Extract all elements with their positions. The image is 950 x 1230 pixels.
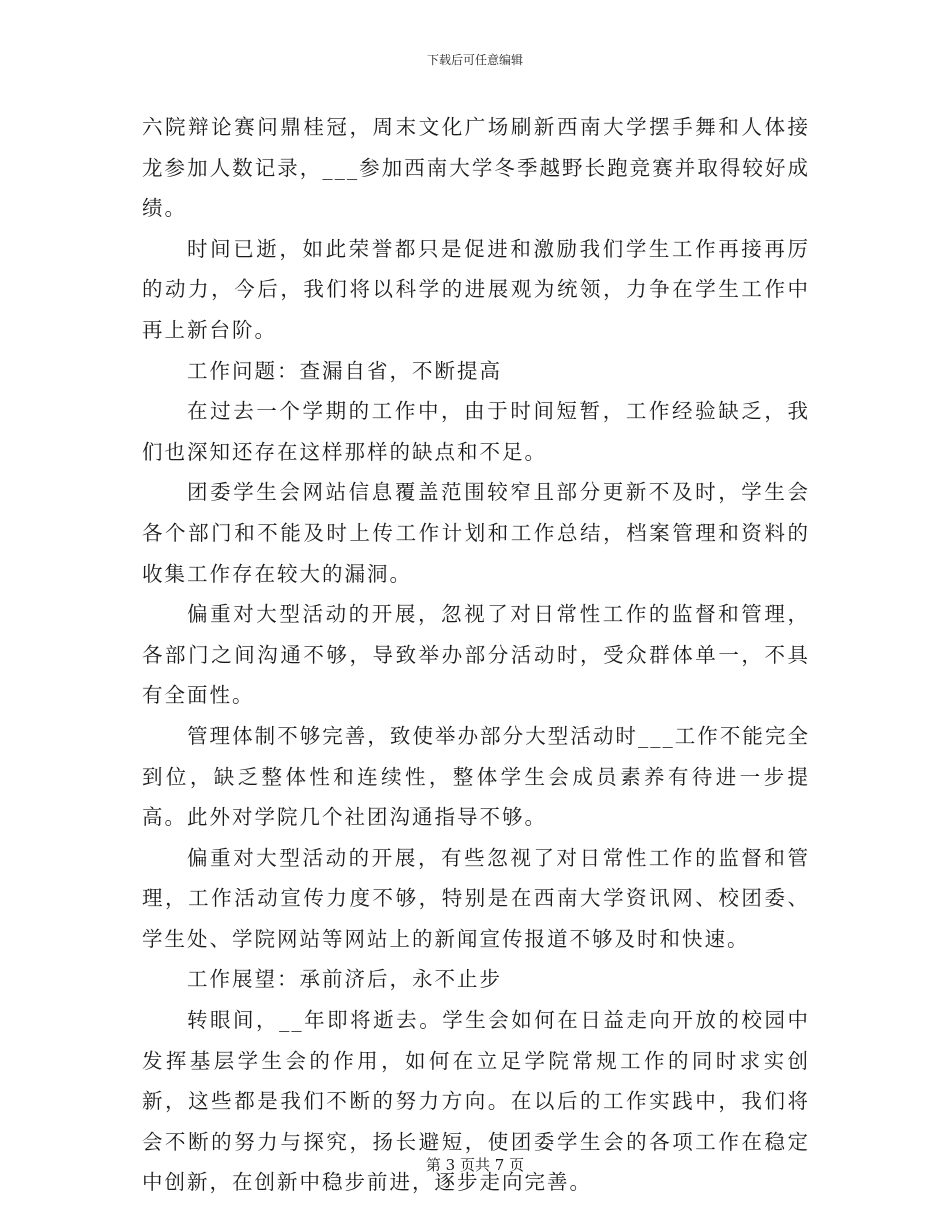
paragraph: 时间已逝，如此荣誉都只是促进和激励我们学生工作再接再厉的动力，今后，我们将以科学的进展观为统领，力争在学生工作中再上新台阶。 <box>142 236 810 342</box>
document-body <box>142 107 810 1203</box>
paragraph: 六院辩论赛问鼎桂冠，周末文化广场刷新西南大学摆手舞和人体接龙参加人数记录，___参加西南大学冬季越野长跑竞赛并取得较好成绩。 <box>142 115 810 221</box>
page-header: 下载后可任意编辑 <box>426 53 523 67</box>
paragraph: 偏重对大型活动的开展，忽视了对日常性工作的监督和管理，各部门之间沟通不够，导致举办部分活动时，受众群体单一，不具有全面性。 <box>142 602 810 708</box>
section-heading: 工作展望：承前济后，永不止步 <box>187 967 502 992</box>
paragraph: 偏重对大型活动的开展，有些忽视了对日常性工作的监督和管理，工作活动宣传力度不够，特别是在西南大学资讯网、校团委、学生处、学院网站等网站上的新闻宣传报道不够及时和快速。 <box>142 845 810 951</box>
paragraph: 在过去一个学期的工作中，由于时间短暂，工作经验缺乏，我们也深知还存在这样那样的缺点和不足。 <box>142 399 810 464</box>
paragraph: 团委学生会网站信息覆盖范围较窄且部分更新不及时，学生会各个部门和不能及时上传工作计划和工作总结，档案管理和资料的收集工作存在较大的漏洞。 <box>142 480 810 586</box>
section-heading: 工作问题：查漏自省，不断提高 <box>187 358 502 383</box>
paragraph: 转眼间，__年即将逝去。学生会如何在日益走向开放的校园中发挥基层学生会的作用，如何在立足学院常规工作的同时求实创新，这些都是我们不断的努力方向。在以后的工作实践中，我们将会不断的努力与探究，扬长避短，使团委学生会的各项工作在稳定中创新，在创新中稳步前进，逐步走向完善。 <box>142 1008 810 1195</box>
paragraph: 管理体制不够完善，致使举办部分大型活动时___工作不能完全到位，缺乏整体性和连续性，整体学生会成员素养有待进一步提高。此外对学院几个社团沟通指导不够。 <box>142 723 810 830</box>
page-footer: 第 3 页共 7 页 <box>425 1156 525 1174</box>
